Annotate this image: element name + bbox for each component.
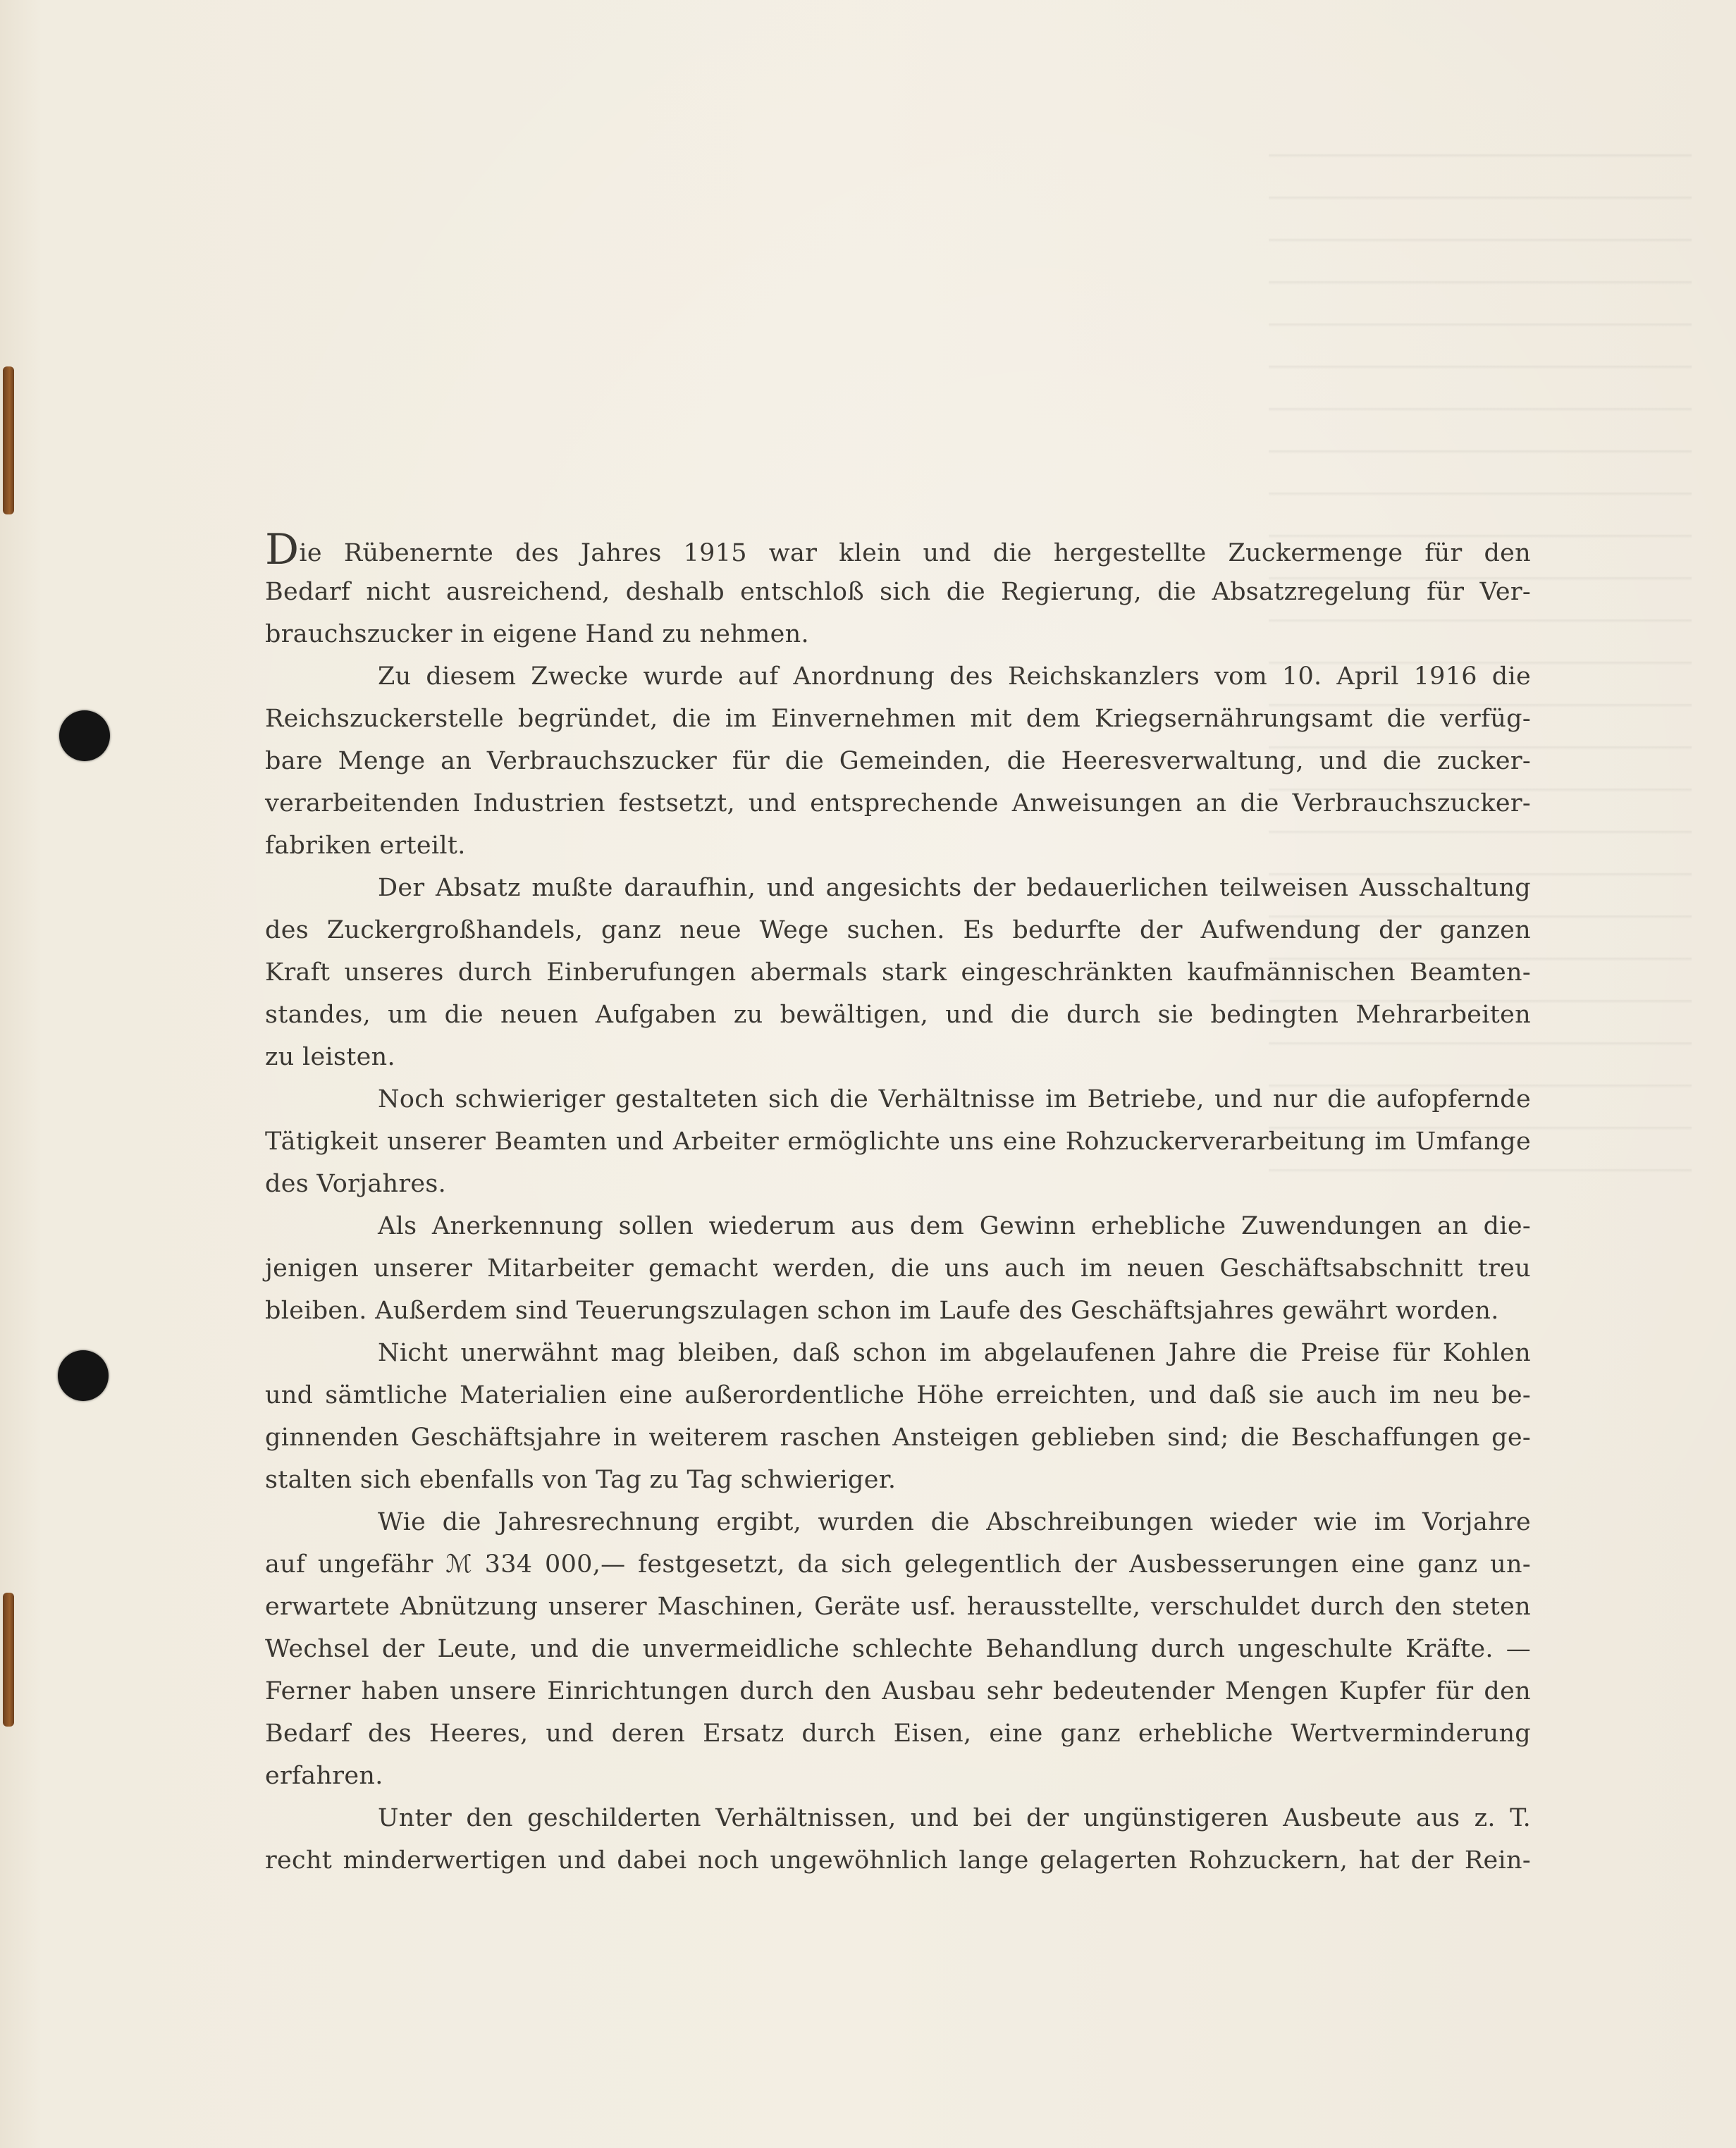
text-line <box>265 825 1531 867</box>
text-line <box>265 655 1531 698</box>
paragraph <box>265 1797 1531 1882</box>
line-text: Reichszuckerstelle begründet, die im Einvernehmen mit dem Kriegsernährungsamt die verfüg- <box>265 705 1531 733</box>
text-line <box>265 1543 1531 1586</box>
line-text: Als Anerkennung sollen wiederum aus dem Gewinn erhebliche Zuwendungen an die- <box>378 1212 1531 1240</box>
paragraph <box>265 867 1531 1078</box>
line-text: Unter den geschilderten Verhältnissen, und bei der ungünstigeren Ausbeute aus z. T. <box>378 1804 1531 1832</box>
line-text: und sämtliche Materialien eine außerordentliche Höhe erreichten, und daß sie auch im neu be- <box>265 1381 1531 1409</box>
text-line <box>265 1586 1531 1628</box>
line-text: erwartete Abnützung unserer Maschinen, Geräte usf. herausstellte, verschuldet durch den steten <box>265 1593 1531 1621</box>
text-line <box>265 1670 1531 1712</box>
text-line <box>265 698 1531 740</box>
line-text: bleiben. Außerdem sind Teuerungszulagen schon im Laufe des Geschäftsjahres gewährt worden. <box>265 1297 1499 1325</box>
line-text: brauchszucker in eigene Hand zu nehmen. <box>265 620 809 648</box>
line-text: ie Rübenernte des Jahres 1915 war klein und die hergestellte Zuckermenge für den <box>299 539 1531 567</box>
text-line <box>265 525 1531 574</box>
text-line <box>265 1247 1531 1290</box>
line-text: Wie die Jahresrechnung ergibt, wurden die Abschreibungen wieder wie im Vorjahre <box>378 1508 1531 1536</box>
text-line <box>265 1374 1531 1416</box>
text-line <box>265 1078 1531 1121</box>
text-line <box>265 1501 1531 1543</box>
line-text: fabriken erteilt. <box>265 832 466 860</box>
line-text: auf ungefähr ℳ 334 000,— festgesetzt, da sich gelegentlich der Ausbesserungen eine ganz un- <box>265 1550 1531 1579</box>
text-line <box>265 1036 1531 1078</box>
binding-mark-lower <box>3 1593 14 1727</box>
line-text: ginnenden Geschäftsjahre in weiterem raschen Ansteigen geblieben sind; die Beschaffungen ge- <box>265 1424 1531 1452</box>
dropcap-letter: D <box>265 525 300 574</box>
paragraph <box>265 1501 1531 1797</box>
line-text: Nicht unerwähnt mag bleiben, daß schon im abgelaufenen Jahre die Preise für Kohlen <box>378 1339 1531 1367</box>
line-text: stalten sich ebenfalls von Tag zu Tag schwieriger. <box>265 1466 897 1494</box>
line-text: des Zuckergroßhandels, ganz neue Wege suchen. Es bedurfte der Aufwendung der ganzen <box>265 916 1531 944</box>
text-line <box>265 1839 1531 1882</box>
line-text: jenigen unserer Mitarbeiter gemacht werden, die uns auch im neuen Geschäftsabschnitt treu <box>265 1254 1531 1283</box>
line-text: Bedarf nicht ausreichend, deshalb entschloß sich die Regierung, die Absatzregelung für Ver- <box>265 578 1531 606</box>
text-line <box>265 1205 1531 1247</box>
line-text: Bedarf des Heeres, und deren Ersatz durch Eisen, eine ganz erhebliche Wertverminderung <box>265 1720 1531 1748</box>
line-text: Tätigkeit unserer Beamten und Arbeiter ermöglichte uns eine Rohzuckerverarbeitung im Umfange <box>265 1128 1531 1156</box>
text-line <box>265 1755 1531 1797</box>
text-line <box>265 571 1531 613</box>
text-line <box>265 1712 1531 1755</box>
line-text: Wechsel der Leute, und die unvermeidliche schlechte Behandlung durch ungeschulte Kräfte. — <box>265 1635 1531 1663</box>
paragraph <box>265 1078 1531 1205</box>
text-line <box>265 1628 1531 1670</box>
line-text: Der Absatz mußte daraufhin, und angesichts der bedauerlichen teilweisen Ausschaltung <box>378 874 1531 902</box>
paragraph <box>265 655 1531 867</box>
line-text: Ferner haben unsere Einrichtungen durch den Ausbau sehr bedeutender Mengen Kupfer für den <box>265 1677 1531 1705</box>
text-line <box>265 1797 1531 1839</box>
text-line <box>265 867 1531 909</box>
text-line <box>265 1416 1531 1459</box>
body-text <box>265 525 1531 1882</box>
line-text: Noch schwieriger gestalteten sich die Verhältnisse im Betriebe, und nur die aufopfernde <box>378 1085 1531 1113</box>
text-line <box>265 740 1531 782</box>
line-text: zu leisten. <box>265 1043 395 1071</box>
text-line <box>265 909 1531 951</box>
line-text: erfahren. <box>265 1762 383 1790</box>
text-line <box>265 1163 1531 1205</box>
line-text: bare Menge an Verbrauchszucker für die Gemeinden, die Heeresverwaltung, und die zucker- <box>265 747 1531 775</box>
line-text: verarbeitenden Industrien festsetzt, und entsprechende Anweisungen an die Verbrauchszucker- <box>265 789 1531 817</box>
line-text: standes, um die neuen Aufgaben zu bewältigen, und die durch sie bedingten Mehrarbeiten <box>265 1001 1531 1029</box>
paragraph <box>265 525 1531 655</box>
text-line <box>265 1332 1531 1374</box>
text-line <box>265 1459 1531 1501</box>
text-line <box>265 994 1531 1036</box>
line-text: des Vorjahres. <box>265 1170 447 1198</box>
text-line <box>265 782 1531 825</box>
paragraph <box>265 1205 1531 1332</box>
text-line <box>265 1121 1531 1163</box>
punch-hole-upper <box>59 710 110 761</box>
text-line <box>265 951 1531 994</box>
punch-hole-lower <box>58 1350 109 1401</box>
text-line <box>265 613 1531 655</box>
paragraph <box>265 1332 1531 1501</box>
line-text: Zu diesem Zwecke wurde auf Anordnung des Reichskanzlers vom 10. April 1916 die <box>378 662 1531 691</box>
binding-mark-upper <box>3 366 14 514</box>
line-text: recht minderwertigen und dabei noch ungewöhnlich lange gelagerten Rohzuckern, hat der Rein- <box>265 1846 1531 1875</box>
text-line <box>265 1290 1531 1332</box>
line-text: Kraft unseres durch Einberufungen abermals stark eingeschränkten kaufmännischen Beamten- <box>265 958 1531 987</box>
